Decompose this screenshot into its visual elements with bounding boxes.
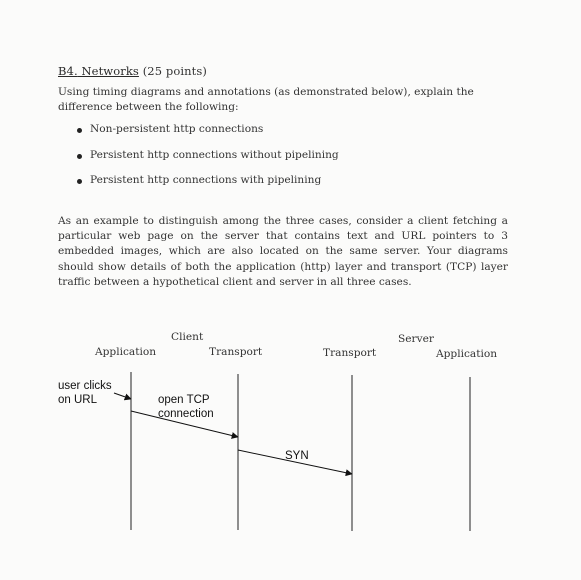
note-syn: SYN [285, 450, 309, 462]
note-user-clicks: user clicks on URL [58, 380, 112, 406]
arrow-user-click [114, 393, 131, 399]
bullet-item: Non-persistent http connections [74, 123, 339, 149]
note-open-tcp: open TCP connection [158, 394, 214, 420]
lane-client-transport: Transport [209, 346, 263, 358]
client-label: Client [171, 331, 204, 343]
lane-server-application: Application [436, 348, 498, 360]
question-intro: Using timing diagrams and annotations (as demonstrated below), explain the difference between the following: [58, 86, 474, 113]
bullet-item: Persistent http connections without pipelining [74, 149, 339, 175]
example-paragraph: As an example to distinguish among the three cases, consider a client fetching a particular web page on the server that contains text and URL pointers to 3 embedded images, which are also located on the same server. Your diagrams should show details of both the application (http) layer and transport (TCP) layer traffic between a hypothetical client and server in all three cases. [58, 215, 508, 288]
question-points: (25 points) [142, 64, 207, 78]
server-label: Server [398, 333, 434, 345]
bullet-item: Persistent http connections with pipelining [74, 174, 339, 200]
lane-server-transport: Transport [323, 347, 377, 359]
lane-client-application: Application [95, 346, 157, 358]
question-title: B4. Networks [58, 64, 139, 78]
